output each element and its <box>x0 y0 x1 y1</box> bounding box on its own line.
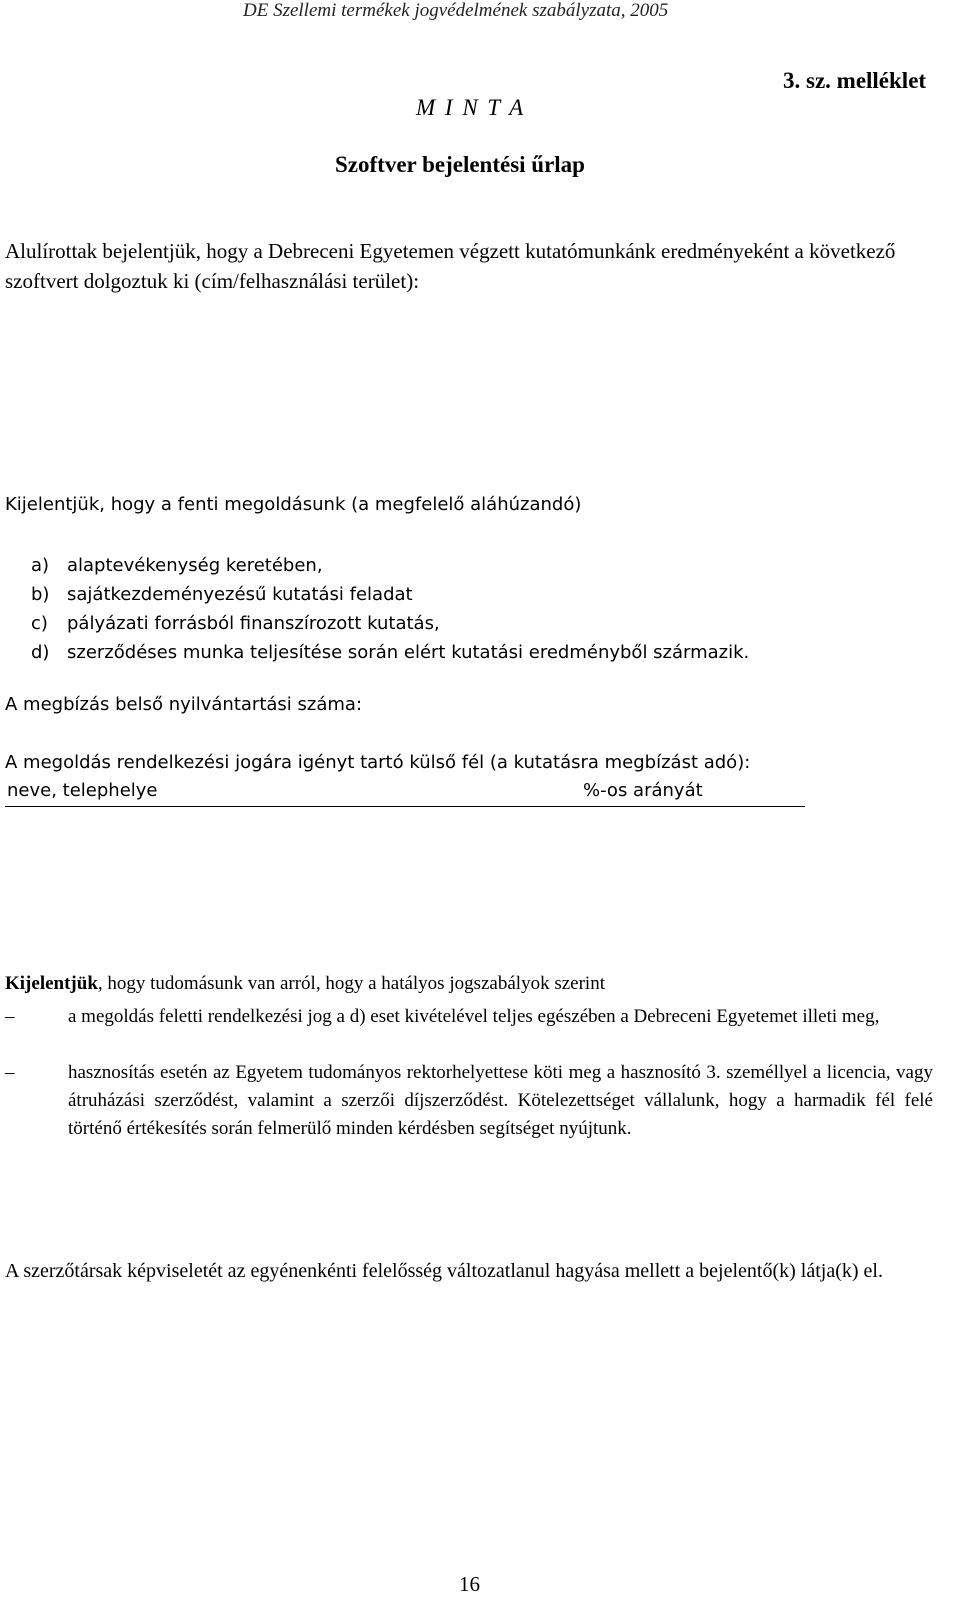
intro-paragraph: Alulírottak bejelentjük, hogy a Debreceni Egyetemen végzett kutatómunkánk eredményeként a következő szoftvert dolgoztuk ki (cím/felhasználási terület): <box>5 239 896 293</box>
bullet-item <box>5 1059 933 1143</box>
option-letter: d) <box>31 642 50 663</box>
bullet-text: hasznosítás esetén az Egyetem tudományos rektorhelyettese köti meg a hasznosító 3. személlyel a licencia, vagy átruházási szerződést, valamint a szerzői díjszerződést. Kötelezettséget vállalunk, hogy a harmadik fél felé történő értékesítés során felmerülő minden kérdésben segítséget nyújtunk. <box>68 1062 933 1139</box>
form-title: Szoftver bejelentési űrlap <box>335 152 585 177</box>
option-text: pályázati forrásból finanszírozott kutatás, <box>67 613 440 634</box>
bullet-item <box>5 1003 933 1031</box>
option-text: alaptevékenység keretében, <box>67 555 323 576</box>
option-letter: b) <box>31 584 50 605</box>
option-text: szerződéses munka teljesítése során elért kutatási eredményből származik. <box>67 642 750 663</box>
declaration-statement <box>5 973 605 995</box>
party-name-field-label: neve, telephelye <box>7 780 158 801</box>
option-a[interactable] <box>31 555 323 576</box>
declaration-underline-instruction: Kijelentjük, hogy a fenti megoldásunk (a megfelelő aláhúzandó) <box>5 494 582 515</box>
annex-label: 3. sz. melléklet <box>783 68 927 93</box>
option-text: sajátkezdeményezésű kutatási feladat <box>67 584 413 605</box>
representation-paragraph: A szerzőtársak képviseletét az egyénenkénti felelősség változatlanul hagyása mellett a bejelentő(k) látja(k) el. <box>5 1260 883 1282</box>
option-b[interactable] <box>31 584 413 605</box>
external-party-claim-label: A megoldás rendelkezési jogára igényt tartó külső fél (a kutatásra megbízást adó): <box>5 752 751 773</box>
dash-bullet-icon: – <box>5 1062 15 1083</box>
external-party-fill-line[interactable] <box>5 780 805 807</box>
party-percentage-field-label: %-os arányát <box>583 780 703 801</box>
sample-label: M I N T A <box>416 95 526 120</box>
page-number: 16 <box>459 1572 480 1596</box>
header-title: DE Szellemi termékek jogvédelmének szabályzata, 2005 <box>243 0 669 21</box>
option-d[interactable] <box>31 642 749 663</box>
option-letter: c) <box>31 613 48 634</box>
option-letter: a) <box>31 555 50 576</box>
declaration-rest: , hogy tudomásunk van arról, hogy a hatályos jogszabályok szerint <box>97 973 605 994</box>
dash-bullet-icon: – <box>5 1006 15 1027</box>
declaration-bold-word: Kijelentjük <box>5 973 98 994</box>
bullet-text: a megoldás feletti rendelkezési jog a d) eset kivételével teljes egészében a Debreceni Egyetemet illeti meg, <box>68 1006 880 1027</box>
reference-number-label: A megbízás belső nyilvántartási száma: <box>5 694 363 715</box>
option-c[interactable] <box>31 613 440 634</box>
